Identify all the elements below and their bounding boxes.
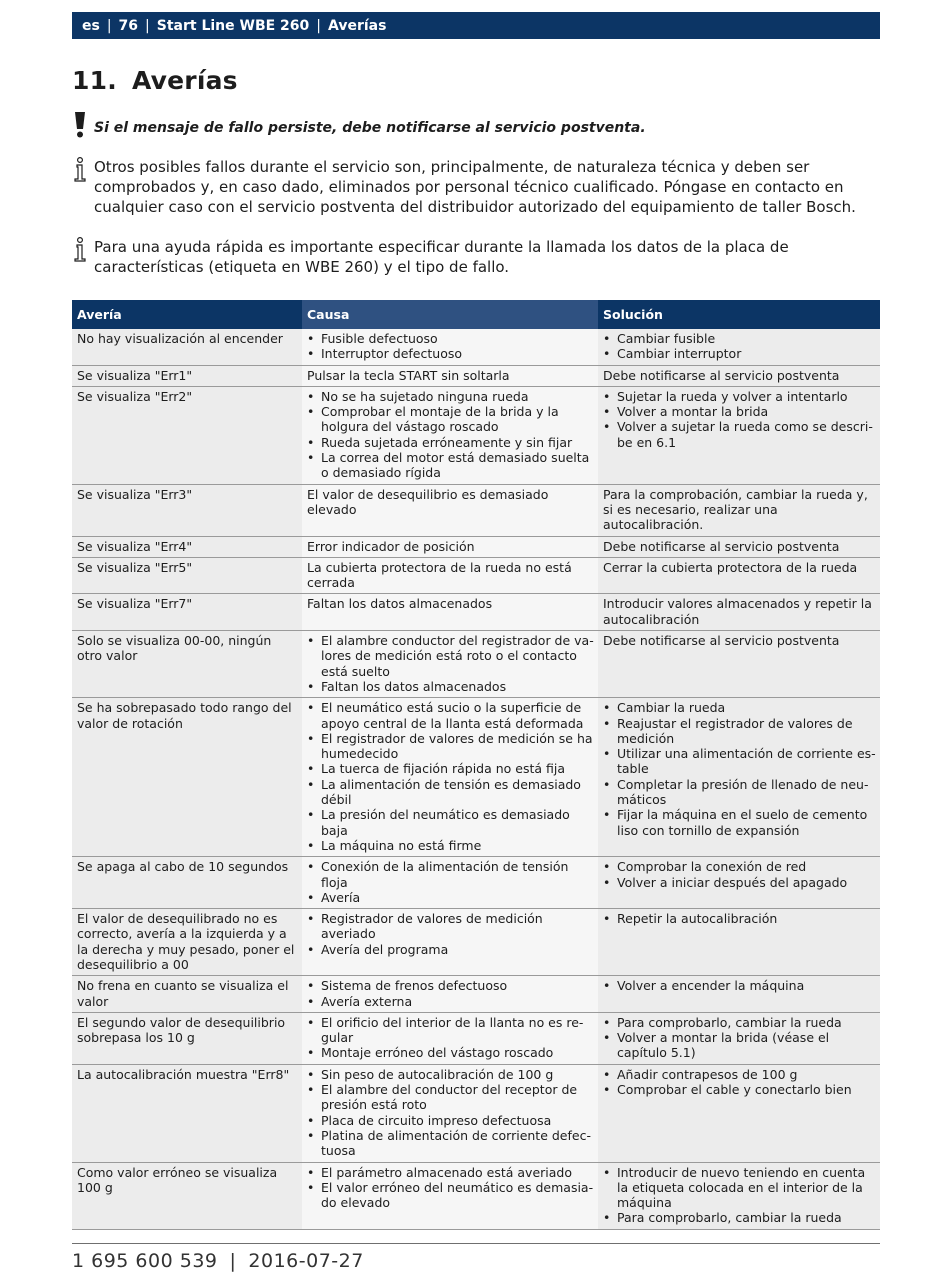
list-item: • Comprobar el montaje de la brida y la holgura del vástago roscado <box>307 404 594 435</box>
faults-table <box>72 300 880 1230</box>
cause-cell: Faltan los datos almacenados <box>302 594 598 631</box>
fault-cell: Se ha sobrepasado todo rango del valor de rotación <box>72 698 302 857</box>
bullet-list <box>603 911 876 926</box>
list-item: • Introducir de nuevo teniendo en cuenta la etiqueta colocada en el interior de la máquina <box>603 1165 876 1211</box>
bullet-list <box>307 1015 594 1061</box>
list-item: • Placa de circuito impreso defectuosa <box>307 1113 594 1128</box>
list-item: • El parámetro almacenado está averiado <box>307 1165 594 1180</box>
info-icon <box>72 157 90 183</box>
list-item: • Comprobar la conexión de red <box>603 859 876 874</box>
info-icon <box>72 237 90 263</box>
list-item: • Sin peso de autocalibración de 100 g <box>307 1067 594 1082</box>
list-item: • Sujetar la rueda y volver a intentarlo <box>603 389 876 404</box>
table-row <box>72 698 880 857</box>
section-title: Averías <box>132 66 238 95</box>
info-note-1 <box>72 157 880 217</box>
list-item: • Volver a montar la brida <box>603 404 876 419</box>
list-item: • Completar la presión de llenado de neumáticos <box>603 777 876 808</box>
list-item: • El valor erróneo del neumático es demasiado elevado <box>307 1180 594 1211</box>
bullet-list <box>603 700 876 838</box>
table-row <box>72 909 880 976</box>
header-product: Start Line WBE 260 <box>156 17 310 34</box>
fault-cell: Se visualiza "Err7" <box>72 594 302 631</box>
cause-cell <box>302 1064 598 1162</box>
solution-cell <box>598 909 880 976</box>
list-item: • Cambiar la rueda <box>603 700 876 715</box>
table-row <box>72 857 880 909</box>
list-item: • Para comprobarlo, cambiar la rueda <box>603 1015 876 1030</box>
table-row <box>72 557 880 594</box>
page-header: es | 76 | Start Line WBE 260 | Averías <box>72 12 880 39</box>
info-note-2 <box>72 237 880 277</box>
bullet-list <box>603 978 876 993</box>
fault-cell: Se visualiza "Err4" <box>72 536 302 557</box>
list-item: • Volver a sujetar la rueda como se describe en 6.1 <box>603 419 876 450</box>
list-item: • Faltan los datos almacenados <box>307 679 594 694</box>
cause-cell <box>302 1162 598 1229</box>
cause-cell <box>302 909 598 976</box>
table-row <box>72 386 880 484</box>
table-row <box>72 536 880 557</box>
table-row <box>72 329 880 365</box>
table-row <box>72 1012 880 1064</box>
exclamation-icon <box>72 111 90 137</box>
list-item: • La máquina no está firme <box>307 838 594 853</box>
list-item: • Reajustar el registrador de valores de medición <box>603 716 876 747</box>
solution-cell <box>598 698 880 857</box>
table-row <box>72 484 880 536</box>
list-item: • Sistema de frenos defectuoso <box>307 978 594 993</box>
table-row <box>72 1162 880 1229</box>
cause-cell <box>302 386 598 484</box>
fault-cell: Solo se visualiza 00-00, ningún otro valor <box>72 631 302 698</box>
bullet-list <box>307 859 594 905</box>
list-item: • Volver a montar la brida (véase el capítulo 5.1) <box>603 1030 876 1061</box>
solution-cell <box>598 1012 880 1064</box>
list-item: • La correa del motor está demasiado suelta o demasiado rígida <box>307 450 594 481</box>
list-item: • El neumático está sucio o la superficie de apoyo central de la llanta está deformada <box>307 700 594 731</box>
solution-cell: Debe notificarse al servicio postventa <box>598 631 880 698</box>
fault-cell: La autocalibración muestra "Err8" <box>72 1064 302 1162</box>
bullet-list <box>603 1015 876 1061</box>
solution-cell: Debe notificarse al servicio postventa <box>598 536 880 557</box>
fault-cell: Se visualiza "Err2" <box>72 386 302 484</box>
table-row <box>72 976 880 1013</box>
bullet-list <box>307 911 594 957</box>
list-item: • Interruptor defectuoso <box>307 346 594 361</box>
solution-cell <box>598 386 880 484</box>
list-item: • La alimentación de tensión es demasiado débil <box>307 777 594 808</box>
cause-cell <box>302 329 598 365</box>
solution-cell: Debe notificarse al servicio postventa <box>598 365 880 386</box>
list-item: • Repetir la autocalibración <box>603 911 876 926</box>
list-item: • El alambre conductor del registrador de valores de medición está roto o el contacto está suelto <box>307 633 594 679</box>
header-cause: Causa <box>302 300 598 329</box>
info-text-1: Otros posibles fallos durante el servicio son, principalmente, de naturaleza técnica y deben ser comprobados y, en caso dado, eliminados por personal técnico cualificado. Póngase en contacto en cualquier caso con el servicio postventa del distribuidor autorizado del equipamiento de taller Bosch. <box>94 158 856 216</box>
fault-cell: Se visualiza "Err3" <box>72 484 302 536</box>
bullet-list <box>307 1067 594 1159</box>
info-text-2: Para una ayuda rápida es importante especificar durante la llamada los datos de la placa de características (etiqueta en WBE 260) y el tipo de fallo. <box>94 238 789 276</box>
bullet-list <box>307 978 594 1009</box>
list-item: • Montaje erróneo del vástago roscado <box>307 1045 594 1060</box>
solution-cell: Introducir valores almacenados y repetir la autocalibración <box>598 594 880 631</box>
list-item: • Avería del programa <box>307 942 594 957</box>
list-item: • El alambre del conductor del receptor de presión está roto <box>307 1082 594 1113</box>
list-item: • El registrador de valores de medición se ha humedecido <box>307 731 594 762</box>
header-solution: Solución <box>598 300 880 329</box>
cause-cell <box>302 631 598 698</box>
table-row <box>72 631 880 698</box>
bullet-list <box>603 389 876 450</box>
table-header-row <box>72 300 880 329</box>
solution-cell <box>598 1162 880 1229</box>
solution-cell <box>598 976 880 1013</box>
cause-cell: La cubierta protectora de la rueda no está cerrada <box>302 557 598 594</box>
solution-cell: Para la comprobación, cambiar la rueda y, si es necesario, realizar una autocalibración. <box>598 484 880 536</box>
warning-text: Si el mensaje de fallo persiste, debe notificarse al servicio postventa. <box>94 120 646 136</box>
list-item: • Rueda sujetada erróneamente y sin fijar <box>307 435 594 450</box>
cause-cell <box>302 1012 598 1064</box>
header-section: Averías <box>328 17 387 34</box>
bullet-list <box>603 1165 876 1226</box>
fault-cell: El valor de desequilibrado no es correcto, avería a la izquierda y a la derecha y muy pesado, poner el desequilibrio a 00 <box>72 909 302 976</box>
list-item: • La tuerca de fijación rápida no está fija <box>307 761 594 776</box>
page-title <box>72 66 238 95</box>
list-item: • Registrador de valores de medición averiado <box>307 911 594 942</box>
list-item: • Avería <box>307 890 594 905</box>
list-item: • Comprobar el cable y conectarlo bien <box>603 1082 876 1097</box>
table-body <box>72 329 880 1229</box>
list-item: • Avería externa <box>307 994 594 1009</box>
list-item: • Volver a iniciar después del apagado <box>603 875 876 890</box>
bullet-list <box>307 633 594 694</box>
header-page-number: 76 <box>118 17 139 34</box>
list-item: • Volver a encender la máquina <box>603 978 876 993</box>
solution-cell <box>598 1064 880 1162</box>
bullet-list <box>603 331 876 362</box>
fault-cell: No hay visualización al encender <box>72 329 302 365</box>
cause-cell: Pulsar la tecla START sin soltarla <box>302 365 598 386</box>
list-item: • Fijar la máquina en el suelo de cemento liso con tornillo de expansión <box>603 807 876 838</box>
list-item: • Para comprobarlo, cambiar la rueda <box>603 1210 876 1225</box>
fault-cell: El segundo valor de desequilibrio sobrepasa los 10 g <box>72 1012 302 1064</box>
footer-divider <box>72 1243 880 1244</box>
list-item: • Conexión de la alimentación de tensión floja <box>307 859 594 890</box>
table-row <box>72 594 880 631</box>
list-item: • Cambiar fusible <box>603 331 876 346</box>
footer-date: 2016-07-27 <box>248 1250 364 1272</box>
list-item: • Añadir contrapesos de 100 g <box>603 1067 876 1082</box>
bullet-list <box>307 1165 594 1211</box>
warning-note <box>72 111 880 138</box>
bullet-list <box>603 1067 876 1098</box>
fault-cell: No frena en cuanto se visualiza el valor <box>72 976 302 1013</box>
list-item: • Utilizar una alimentación de corriente estable <box>603 746 876 777</box>
solution-cell <box>598 329 880 365</box>
header-fault: Avería <box>72 300 302 329</box>
solution-cell: Cerrar la cubierta protectora de la rueda <box>598 557 880 594</box>
list-item: • El orificio del interior de la llanta no es regular <box>307 1015 594 1046</box>
header-lang: es <box>82 17 100 34</box>
cause-cell <box>302 698 598 857</box>
bullet-list <box>307 700 594 853</box>
table-row <box>72 1064 880 1162</box>
list-item: • No se ha sujetado ninguna rueda <box>307 389 594 404</box>
fault-cell: Como valor erróneo se visualiza 100 g <box>72 1162 302 1229</box>
list-item: • La presión del neumático es demasiado baja <box>307 807 594 838</box>
list-item: • Fusible defectuoso <box>307 331 594 346</box>
list-item: • Cambiar interruptor <box>603 346 876 361</box>
bullet-list <box>307 389 594 481</box>
bullet-list <box>307 331 594 362</box>
solution-cell <box>598 857 880 909</box>
cause-cell: Error indicador de posición <box>302 536 598 557</box>
section-number: 11. <box>72 66 117 95</box>
table-row <box>72 365 880 386</box>
fault-cell: Se apaga al cabo de 10 segundos <box>72 857 302 909</box>
cause-cell: El valor de desequilibrio es demasiado elevado <box>302 484 598 536</box>
cause-cell <box>302 976 598 1013</box>
bullet-list <box>603 859 876 890</box>
cause-cell <box>302 857 598 909</box>
fault-cell: Se visualiza "Err5" <box>72 557 302 594</box>
page-footer: 1 695 600 539 | 2016-07-27 <box>72 1250 364 1272</box>
list-item: • Platina de alimentación de corriente defectuosa <box>307 1128 594 1159</box>
fault-cell: Se visualiza "Err1" <box>72 365 302 386</box>
footer-doc-number: 1 695 600 539 <box>72 1250 218 1272</box>
